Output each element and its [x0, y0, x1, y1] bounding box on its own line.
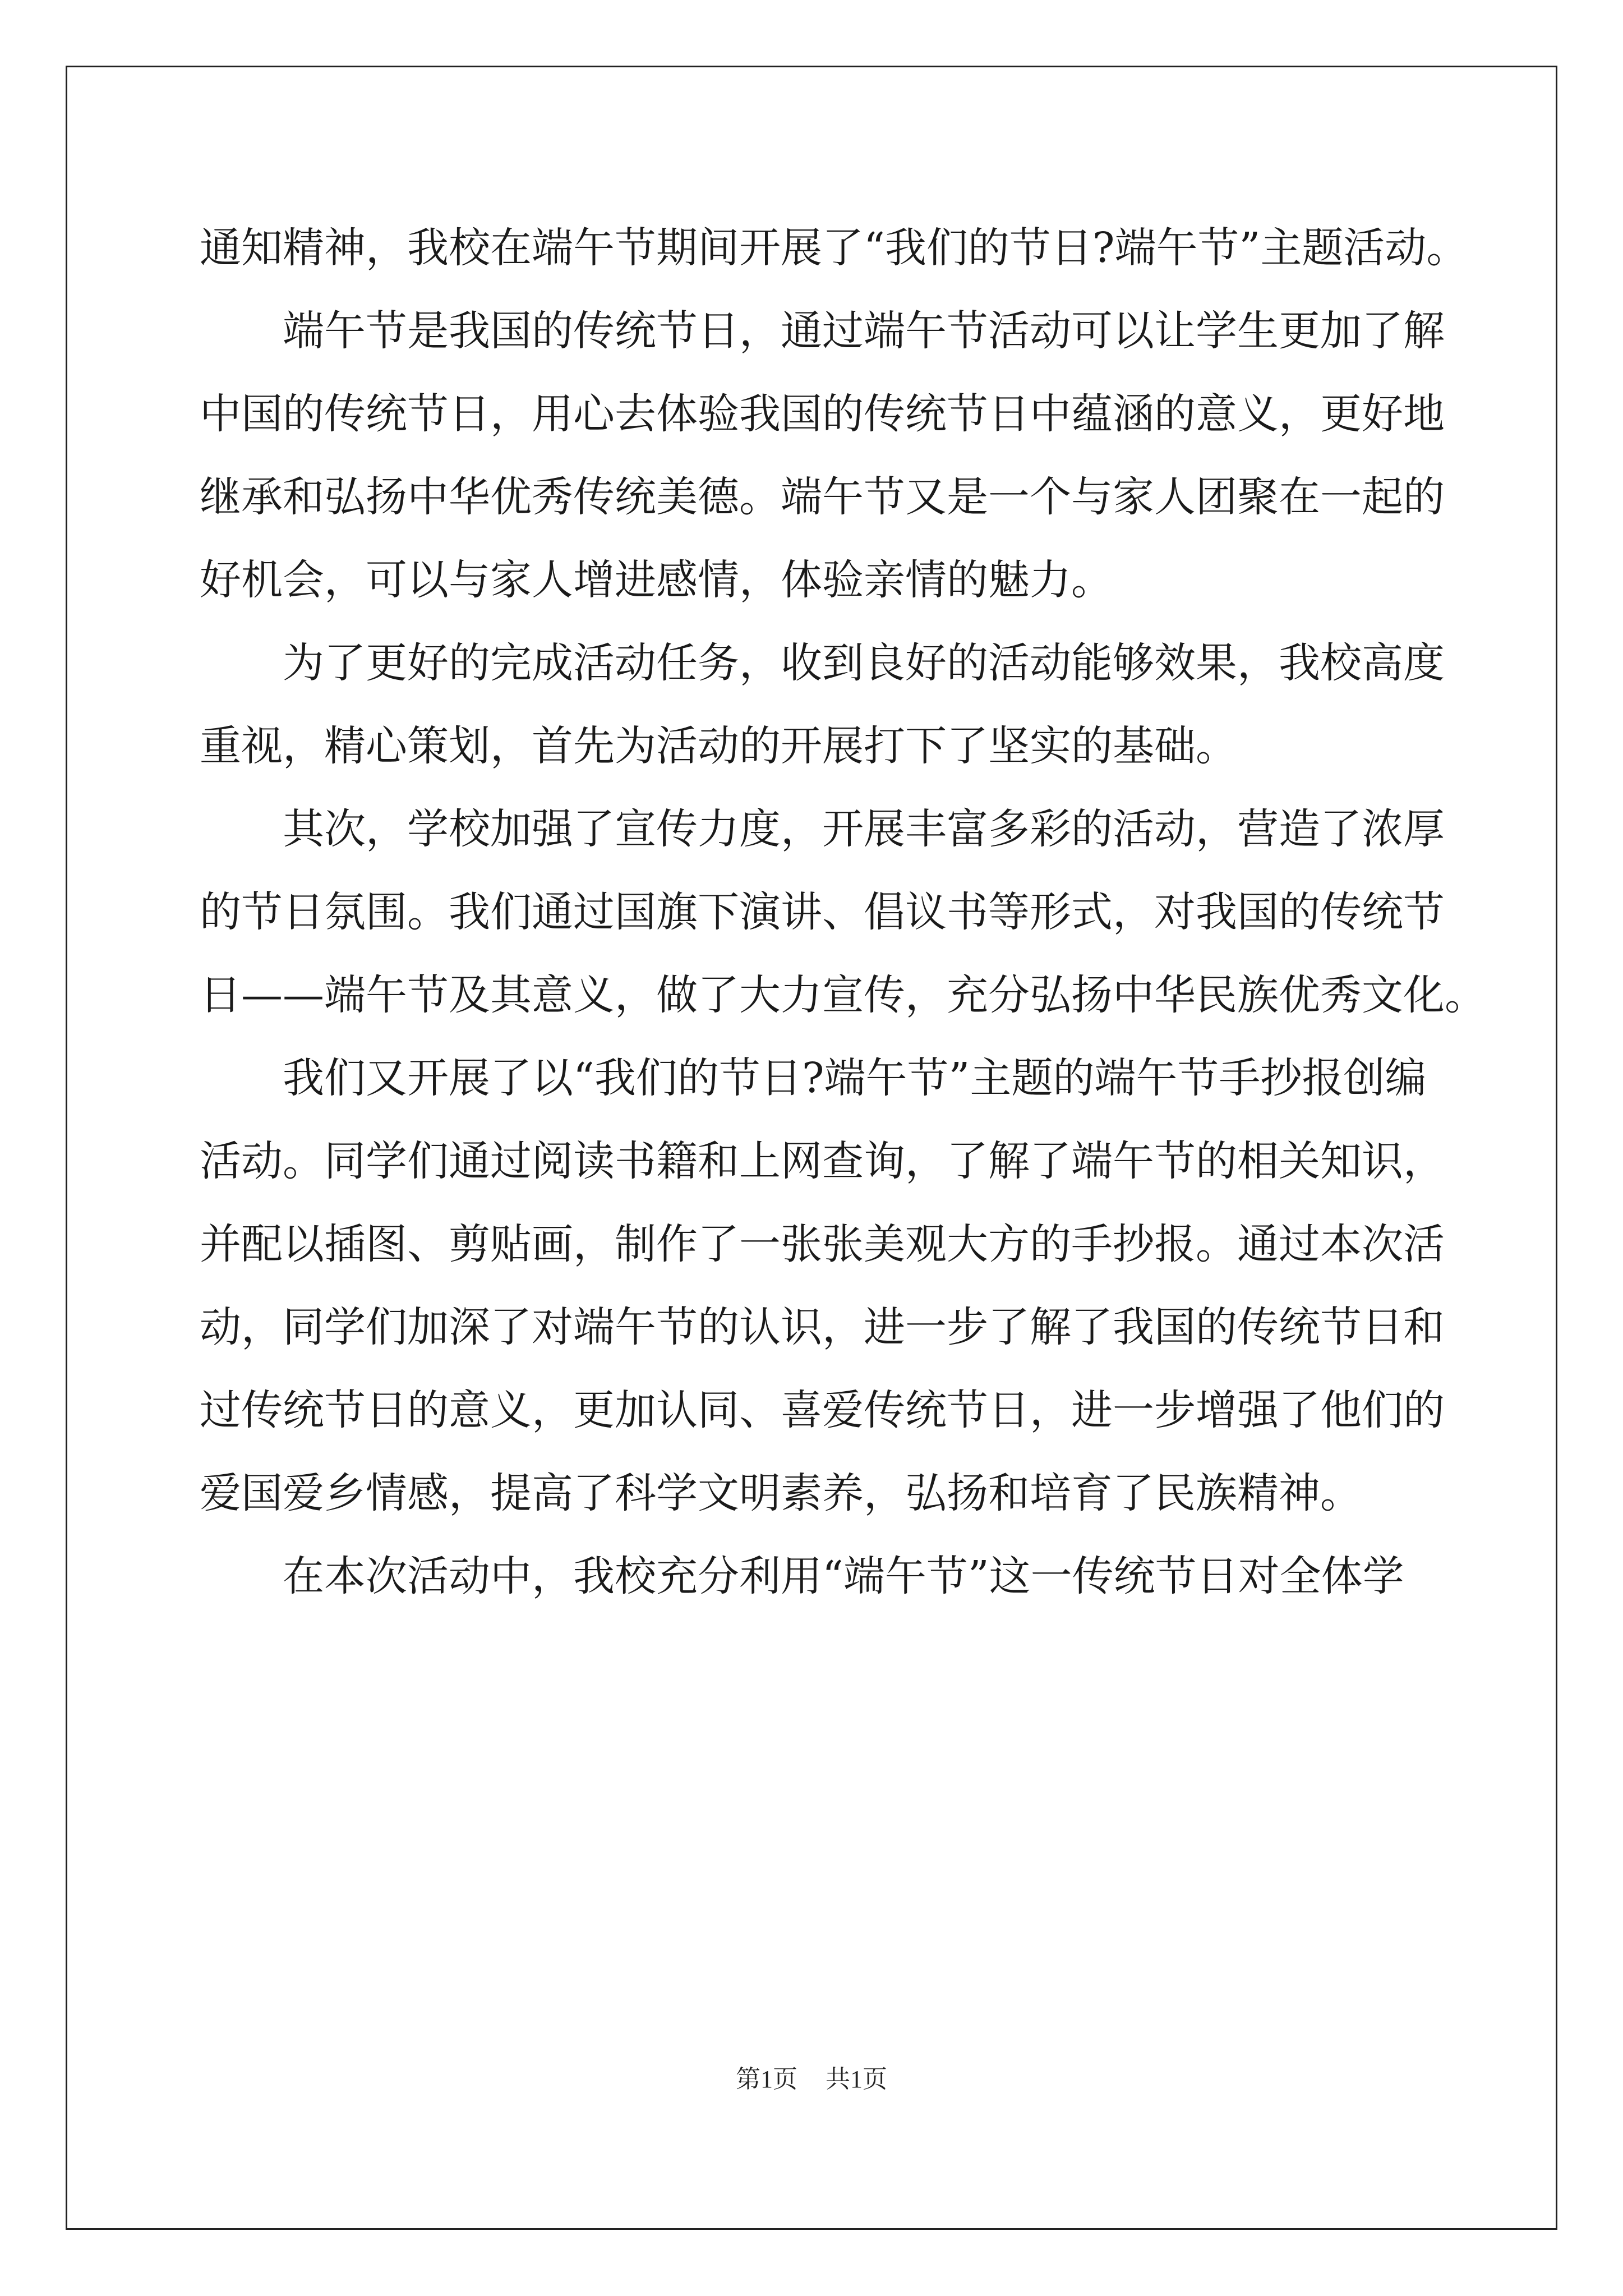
text-line-16: 爱国爱乡情感，提高了科学文明素养，弘扬和培育了民族精神。 [200, 1469, 1362, 1517]
text-line-6: 为了更好的完成活动任务，收到良好的活动能够效果，我校高度 [283, 639, 1445, 687]
page-footer [0, 2059, 1623, 2095]
text-line-17: 在本次活动中，我校充分利用“端午节”这一传统节日对全体学 [283, 1552, 1404, 1600]
text-line-14: 动，同学们加深了对端午节的认识，进一步了解了我国的传统节日和 [200, 1303, 1445, 1351]
text-line-13: 并配以插图、剪贴画，制作了一张张美观大方的手抄报。通过本次活 [200, 1220, 1445, 1268]
text-line-8: 其次，学校加强了宣传力度，开展丰富多彩的活动，营造了浓厚 [283, 805, 1445, 853]
text-line-10: 日——端午节及其意义，做了大力宣传，充分弘扬中华民族优秀文化。 [200, 971, 1486, 1019]
text-line-9: 的节日氛围。我们通过国旗下演讲、倡议书等形式，对我国的传统节 [200, 888, 1445, 936]
text-line-7: 重视，精心策划，首先为活动的开展打下了坚实的基础。 [200, 722, 1237, 770]
text-line-4: 继承和弘扬中华优秀传统美德。端午节又是一个与家人团聚在一起的 [200, 473, 1445, 521]
text-line-11: 我们又开展了以“我们的节日?端午节”主题的端午节手抄报创编 [283, 1054, 1427, 1102]
page-number: 第1页 [736, 2065, 797, 2093]
document-body [200, 206, 1486, 1618]
text-line-3: 中国的传统节日，用心去体验我国的传统节日中蕴涵的意义，更好地 [200, 390, 1445, 438]
text-line-5: 好机会，可以与家人增进感情，体验亲情的魅力。 [200, 556, 1113, 604]
page-total: 共1页 [826, 2065, 887, 2093]
text-line-15: 过传统节日的意义，更加认同、喜爱传统节日，进一步增强了他们的 [200, 1386, 1445, 1434]
text-line-1: 通知精神，我校在端午节期间开展了“我们的节日?端午节”主题活动。 [200, 224, 1468, 272]
text-line-12: 活动。同学们通过阅读书籍和上网查询，了解了端午节的相关知识， [200, 1137, 1445, 1185]
text-line-2: 端午节是我国的传统节日，通过端午节活动可以让学生更加了解 [283, 307, 1445, 355]
